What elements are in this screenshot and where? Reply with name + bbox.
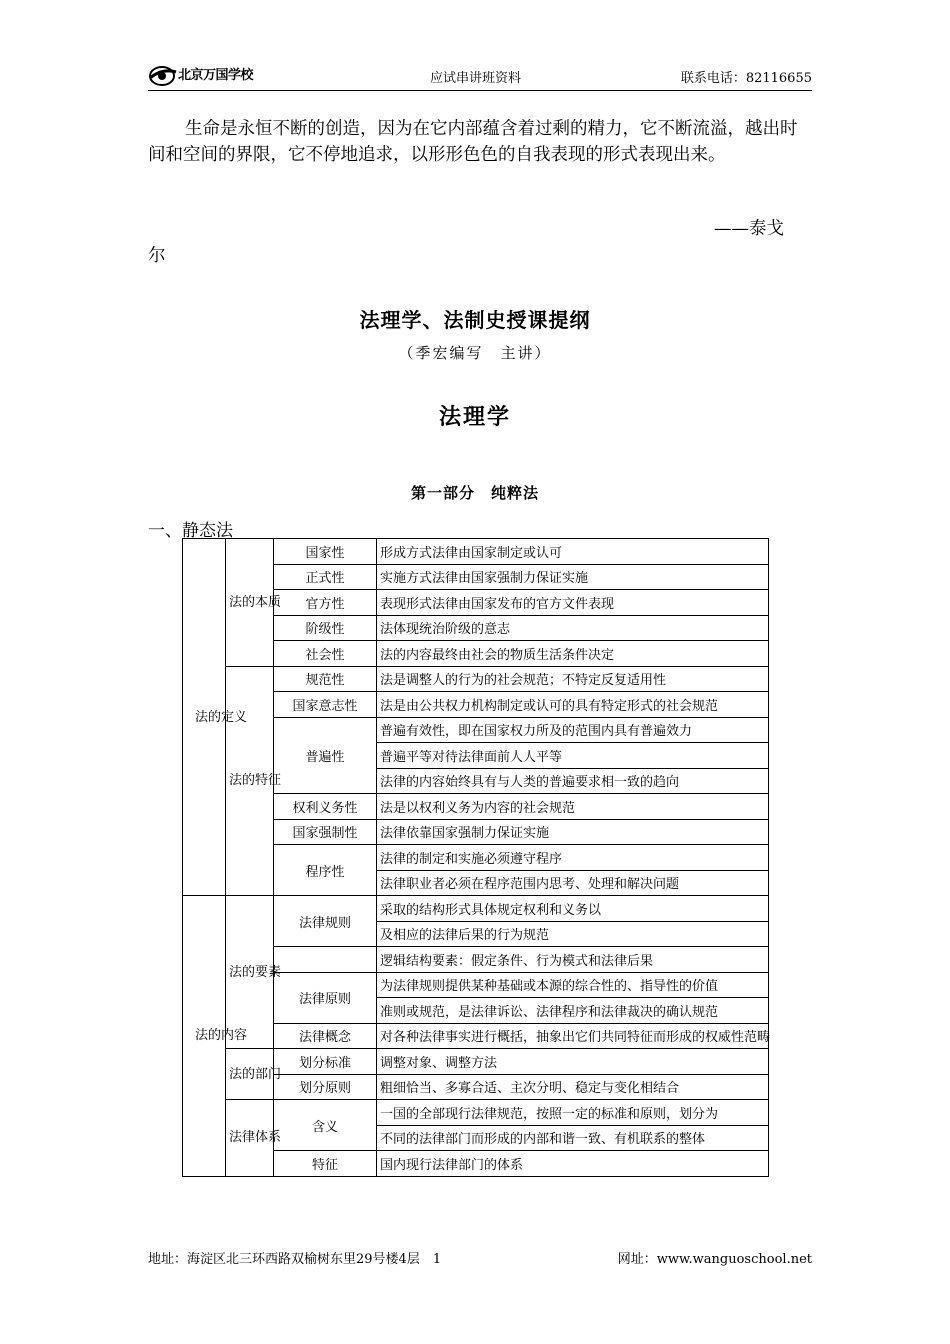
desc-cell: 法律依靠国家强制力保证实施 xyxy=(377,819,769,845)
desc-cell: 采取的结构形式具体规定权利和义务以 xyxy=(377,896,769,922)
quote-text: 生命是永恒不断的创造，因为在它内部蕴含着过剩的精力，它不断流溢，越出时间和空间的界限，它不停地追求，以形形色色的自我表现的形式表现出来。 xyxy=(148,119,798,165)
desc-cell: 表现形式法律由国家发布的官方文件表现 xyxy=(377,590,769,616)
desc-cell: 法的内容最终由社会的物质生活条件决定 xyxy=(377,641,769,667)
term-cell: 程序性 xyxy=(274,845,377,896)
header-title: 应试串讲班资料 xyxy=(430,71,522,86)
desc-cell: 粗细恰当、多寡合适、主次分明、稳定与变化相结合 xyxy=(377,1074,769,1100)
group-label: 法的定义 xyxy=(183,539,226,896)
term-cell: 规范性 xyxy=(274,666,377,692)
school-logo xyxy=(148,64,266,88)
table-row xyxy=(183,1100,769,1126)
desc-cell: 国内现行法律部门的体系 xyxy=(377,1151,769,1177)
law-outline-table xyxy=(182,538,769,1177)
footer-website: 网址：www.wanguoschool.net xyxy=(617,1252,812,1267)
desc-cell: 实施方式法律由国家强制力保证实施 xyxy=(377,564,769,590)
desc-cell: 普遍平等对待法律面前人人平等 xyxy=(377,743,769,769)
document-subtitle: （季宏编写 主讲） xyxy=(398,344,552,362)
subgroup-label: 法的要素 xyxy=(226,896,274,1049)
term-cell: 阶级性 xyxy=(274,615,377,641)
term-cell: 含义 xyxy=(274,1100,377,1151)
subgroup-label: 法的本质 xyxy=(226,539,274,667)
term-cell: 法律原则 xyxy=(274,972,377,1023)
desc-cell: 法是由公共权力机构制定或认可的具有特定形式的社会规范 xyxy=(377,692,769,718)
term-cell: 国家性 xyxy=(274,539,377,565)
subgroup-label: 法的部门 xyxy=(226,1049,274,1100)
term-cell: 国家意志性 xyxy=(274,692,377,718)
desc-cell: 不同的法律部门而形成的内部和谐一致、有机联系的整体 xyxy=(377,1125,769,1151)
desc-cell: 及相应的法律后果的行为规范 xyxy=(377,921,769,947)
desc-cell: 法是以权利义务为内容的社会规范 xyxy=(377,794,769,820)
page-header xyxy=(148,62,812,91)
term-cell: 官方性 xyxy=(274,590,377,616)
desc-cell: 一国的全部现行法律规范，按照一定的标准和原则，划分为 xyxy=(377,1100,769,1126)
desc-cell: 法是调整人的行为的社会规范；不特定反复适用性 xyxy=(377,666,769,692)
desc-cell: 普遍有效性，即在国家权力所及的范围内具有普遍效力 xyxy=(377,717,769,743)
header-phone: 联系电话：82116655 xyxy=(680,71,812,86)
desc-cell: 形成方式法律由国家制定或认可 xyxy=(377,539,769,565)
desc-cell: 为法律规则提供某种基础或本源的综合性的、指导性的价值 xyxy=(377,972,769,998)
term-cell: 法律概念 xyxy=(274,1023,377,1049)
desc-cell: 法体现统治阶级的意志 xyxy=(377,615,769,641)
desc-cell: 调整对象、调整方法 xyxy=(377,1049,769,1075)
footer-address: 地址：海淀区北三环西路双榆树东里29号楼4层 1 xyxy=(148,1252,442,1267)
quote-author-continued: 尔 xyxy=(148,246,166,266)
subgroup-label: 法律体系 xyxy=(226,1100,274,1177)
part-heading: 第一部分 纯粹法 xyxy=(410,484,539,502)
term-cell: 国家强制性 xyxy=(274,819,377,845)
term-cell: 法律规则 xyxy=(274,896,377,947)
globe-logo-icon xyxy=(148,64,178,88)
desc-cell: 法律的内容始终具有与人类的普遍要求相一致的趋向 xyxy=(377,768,769,794)
quote-author: ——泰戈 xyxy=(714,219,784,239)
table-row xyxy=(183,896,769,922)
subject-title: 法理学 xyxy=(438,404,511,430)
table-row xyxy=(183,666,769,692)
document-title: 法理学、法制史授课提纲 xyxy=(359,308,591,332)
section-heading: 一、静态法 xyxy=(148,521,233,541)
desc-cell: 法律的制定和实施必须遵守程序 xyxy=(377,845,769,871)
desc-cell: 准则或规范，是法律诉讼、法律程序和法律裁决的确认规范 xyxy=(377,998,769,1024)
term-cell: 社会性 xyxy=(274,641,377,667)
desc-cell: 对各种法律事实进行概括，抽象出它们共同特征而形成的权威性范畴 xyxy=(377,1023,769,1049)
desc-cell: 法律职业者必须在程序范围内思考、处理和解决问题 xyxy=(377,870,769,896)
term-cell: 权利义务性 xyxy=(274,794,377,820)
subgroup-label: 法的特征 xyxy=(226,666,274,896)
table-row xyxy=(183,1049,769,1075)
desc-cell: 逻辑结构要素：假定条件、行为模式和法律后果 xyxy=(377,947,769,973)
term-cell: 划分标准 xyxy=(274,1049,377,1075)
group-label: 法的内容 xyxy=(183,896,226,1177)
term-cell: 正式性 xyxy=(274,564,377,590)
table-row xyxy=(183,539,769,565)
term-cell: 普遍性 xyxy=(274,717,377,794)
term-cell: 划分原则 xyxy=(274,1074,377,1100)
term-cell: 特征 xyxy=(274,1151,377,1177)
logo-text: 北京万国学校 xyxy=(178,68,254,83)
